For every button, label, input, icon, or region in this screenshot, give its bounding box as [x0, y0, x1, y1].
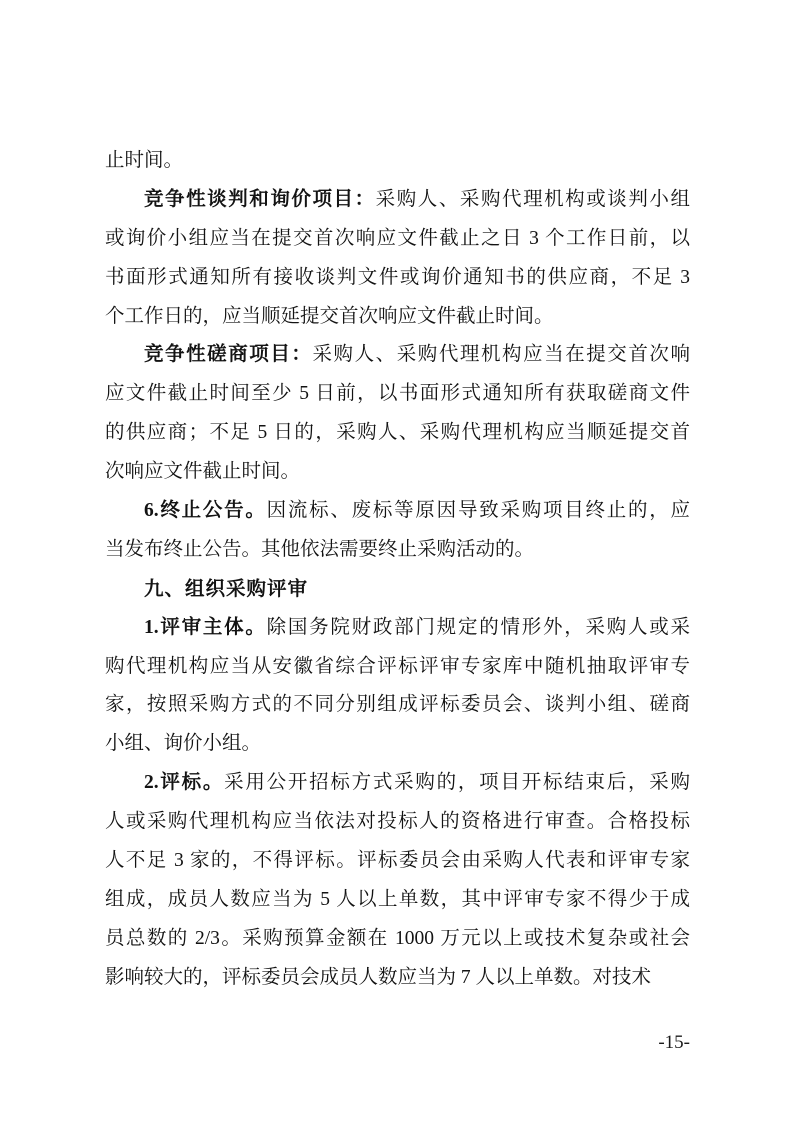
- text-run: 次响应文件截止时间。: [105, 461, 301, 483]
- section-heading: [105, 570, 690, 609]
- text-line: [105, 531, 690, 570]
- text-run: 除国务院财政部门规定的情形外，采购人或采: [266, 616, 690, 638]
- text-run: 止时间。: [105, 150, 184, 171]
- paragraph: [105, 336, 690, 492]
- text-line: [105, 220, 690, 259]
- text-run: 小组、询价小组。: [105, 733, 262, 755]
- text-line: [105, 453, 690, 492]
- paragraph: [105, 764, 690, 997]
- text-run: 员总数的 2/3。采购预算金额在 1000 万元以上或技术复杂或社会: [105, 927, 690, 949]
- text-line: [105, 298, 690, 337]
- text-run: 书面形式通知所有接收谈判文件或询价通知书的供应商，不足 3: [105, 266, 690, 288]
- text-run: 采购人、采购代理机构应当在提交首次响: [312, 344, 690, 366]
- text-run: 购代理机构应当从安徽省综合评标评审专家库中随机抽取评审专: [105, 655, 690, 677]
- text-line: [105, 259, 690, 298]
- text-run: 的供应商；不足 5 日的，采购人、采购代理机构应当顺延提交首: [105, 422, 690, 444]
- text-line: [105, 725, 690, 764]
- text-line: [105, 920, 690, 959]
- text-line: [105, 609, 690, 648]
- paragraph: [105, 181, 690, 337]
- text-run: 采购人、采购代理机构或谈判小组: [375, 188, 690, 210]
- text-line: [105, 570, 690, 609]
- text-run: 组成，成员人数应当为 5 人以上单数，其中评审专家不得少于成: [105, 888, 690, 910]
- text-run: 竞争性磋商项目：: [144, 344, 313, 366]
- text-run: 人或采购代理机构应当依法对投标人的资格进行审查。合格投标: [105, 811, 690, 833]
- text-run: 6.终止公告。: [144, 500, 267, 522]
- text-run: 当发布终止公告。其他依法需要终止采购活动的。: [105, 538, 535, 560]
- text-line: [105, 686, 690, 725]
- text-line: [105, 648, 690, 687]
- text-run: 1.评审主体。: [144, 616, 267, 638]
- page-number: -15-: [658, 1032, 690, 1053]
- text-line: [105, 881, 690, 920]
- text-run: 因流标、废标等原因导致采购项目终止的，应: [266, 500, 690, 522]
- text-line: [105, 414, 690, 453]
- text-run: 应文件截止时间至少 5 日前，以书面形式通知所有获取磋商文件: [105, 383, 690, 405]
- text-run: 或询价小组应当在提交首次响应文件截止之日 3 个工作日前，以: [105, 227, 690, 249]
- text-run: 九、组织采购评审: [144, 577, 309, 600]
- text-line: [105, 336, 690, 375]
- text-run: 2.评标。: [144, 772, 225, 794]
- text-run: 个工作日的，应当顺延提交首次响应文件截止时间。: [105, 305, 554, 327]
- text-line: [105, 959, 690, 998]
- text-line: [105, 842, 690, 881]
- paragraph: [105, 142, 690, 181]
- text-line: [105, 181, 690, 220]
- document-content: [105, 142, 690, 998]
- text-line: [105, 803, 690, 842]
- text-run: 采用公开招标方式采购的，项目开标结束后，采购: [224, 772, 690, 794]
- paragraph: [105, 492, 690, 570]
- paragraph: [105, 609, 690, 765]
- text-line: [105, 142, 690, 181]
- text-line: [105, 375, 690, 414]
- text-run: 人不足 3 家的，不得评标。评标委员会由采购人代表和评审专家: [105, 850, 690, 872]
- text-line: [105, 492, 690, 531]
- text-run: 影响较大的，评标委员会成员人数应当为 7 人以上单数。对技术: [105, 966, 652, 988]
- text-run: 竞争性谈判和询价项目：: [144, 188, 376, 210]
- text-run: 家，按照采购方式的不同分别组成评标委员会、谈判小组、磋商: [105, 694, 690, 716]
- text-line: [105, 764, 690, 803]
